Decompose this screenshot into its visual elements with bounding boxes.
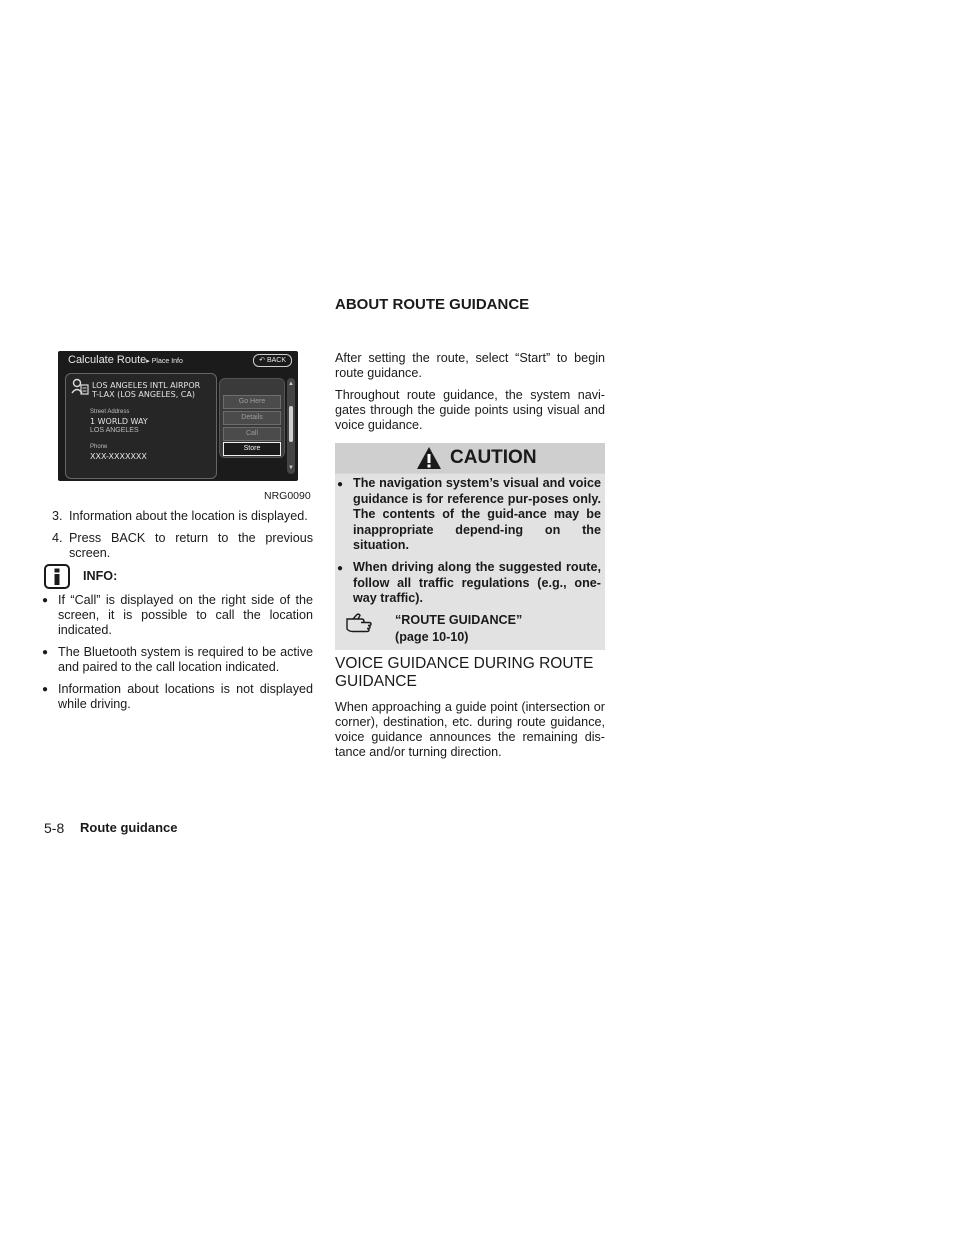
caution-bullet-2: When driving along the suggested route, follow all traffic regulations (e.g., one-way traffic). bbox=[353, 560, 601, 605]
step-4-text: Press BACK to return to the previous screen. bbox=[69, 531, 313, 560]
paragraph-1: After setting the route, select “Start” to begin route guidance. bbox=[335, 351, 605, 380]
scroll-up-icon: ▲ bbox=[288, 381, 294, 387]
phone-label: Phone bbox=[90, 444, 108, 450]
screen-image bbox=[58, 351, 298, 481]
address-label: Street Address bbox=[90, 409, 130, 415]
caution-body bbox=[335, 474, 605, 650]
chapter-title: Route guidance bbox=[80, 820, 178, 835]
caution-ref-title[interactable]: “ROUTE GUIDANCE” bbox=[395, 613, 523, 627]
subsection-text: When approaching a guide point (intersection or corner), destination, etc. during route guidance, voice guidance announces the remaining dis-tance and/or turning direction. bbox=[335, 700, 605, 759]
bullet-icon: ● bbox=[337, 479, 344, 490]
place-name: LOS ANGELES INTL AIRPOR bbox=[92, 381, 201, 390]
screen-back-label: BACK bbox=[266, 357, 286, 364]
warning-icon bbox=[416, 446, 442, 475]
scroll-down-icon: ▼ bbox=[288, 465, 294, 471]
step-3-text: Information about the location is displayed. bbox=[69, 509, 308, 523]
screen-back-button bbox=[253, 354, 292, 367]
details-button: Details bbox=[223, 411, 281, 425]
pointing-hand-icon bbox=[345, 613, 377, 638]
info-bullet-3: Information about locations is not displayed while driving. bbox=[58, 682, 313, 711]
subsection-title: VOICE GUIDANCE DURING ROUTE GUIDANCE bbox=[335, 655, 594, 690]
store-button: Store bbox=[223, 442, 281, 456]
bullet-icon: ● bbox=[337, 563, 344, 574]
caution-box bbox=[335, 443, 605, 650]
step-4-num: 4. bbox=[52, 531, 63, 545]
section-title: ABOUT ROUTE GUIDANCE bbox=[335, 296, 530, 313]
info-icon bbox=[44, 564, 70, 589]
address-line2: LOS ANGELES bbox=[90, 427, 139, 434]
go-here-button: Go Here bbox=[223, 395, 281, 409]
place-alt-name: T-LAX (LOS ANGELES, CA) bbox=[92, 390, 195, 399]
phone-value: XXX-XXXXXXX bbox=[90, 452, 147, 461]
scroll-thumb bbox=[289, 406, 293, 442]
info-bullet-1: If “Call” is displayed on the right side of the screen, it is possible to call the location indicated. bbox=[58, 593, 313, 637]
info-label: INFO: bbox=[83, 569, 118, 583]
bullet-icon: ● bbox=[42, 684, 49, 695]
screen-title-sub: ▸ Place Info bbox=[146, 358, 183, 365]
screen-scrollbar bbox=[287, 378, 295, 474]
screen-info-panel bbox=[65, 373, 217, 479]
caution-header bbox=[335, 443, 605, 473]
caution-bullet-1: The navigation system’s visual and voice guidance is for reference pur-poses only. The contents of the guid-ance may be inappropriate depend-ing on the situation. bbox=[353, 476, 601, 552]
call-button: Call bbox=[223, 427, 281, 441]
bullet-icon: ● bbox=[42, 595, 49, 606]
caution-ref-page[interactable]: (page 10-10) bbox=[395, 630, 469, 644]
bullet-icon: ● bbox=[42, 647, 49, 658]
figure-code: NRG0090 bbox=[264, 490, 311, 502]
screen-title: Calculate Route▸ Place Info bbox=[68, 354, 183, 366]
step-3-num: 3. bbox=[52, 509, 63, 523]
place-info-icon bbox=[71, 378, 89, 396]
caution-title: CAUTION bbox=[450, 447, 537, 468]
back-arrow-icon: ↶ bbox=[259, 357, 265, 364]
page-number: 5-8 bbox=[44, 820, 65, 836]
address-line1: 1 WORLD WAY bbox=[90, 417, 148, 426]
screen-button-column bbox=[219, 378, 285, 458]
info-bullet-2: The Bluetooth system is required to be active and paired to the call location indicated. bbox=[58, 645, 313, 674]
paragraph-2: Throughout route guidance, the system navi-gates through the guide points using visual and voice guidance. bbox=[335, 388, 605, 432]
